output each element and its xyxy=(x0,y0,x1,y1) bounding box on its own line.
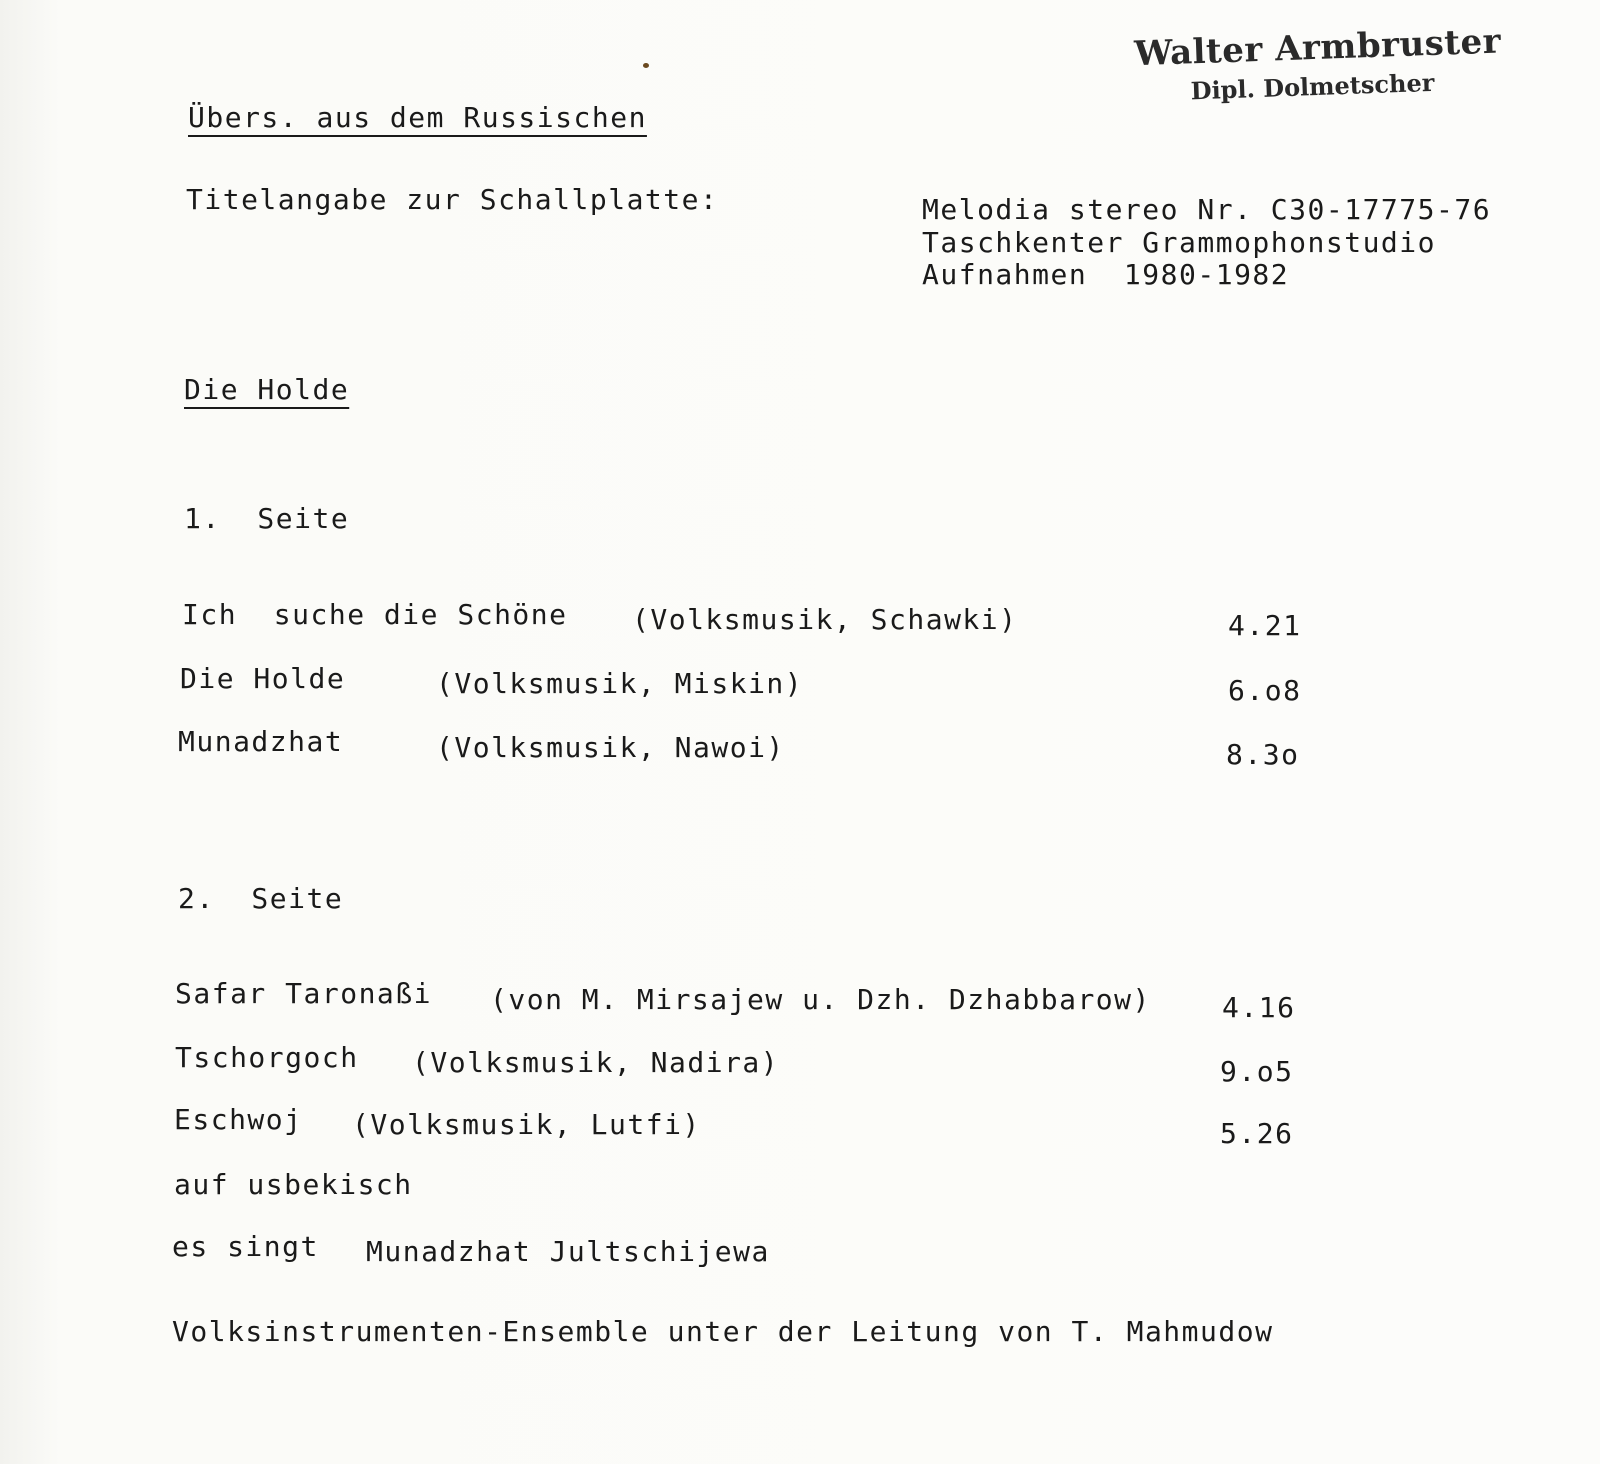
track-duration: 4.16 xyxy=(1222,991,1296,1024)
track-duration: 5.26 xyxy=(1220,1117,1294,1150)
record-info-line: Taschkenter Grammophonstudio xyxy=(922,226,1437,259)
track-info: (von M. Mirsajew u. Dzh. Dzhabbarow) xyxy=(490,983,1151,1016)
ink-speck xyxy=(643,63,649,68)
track-info: (Volksmusik, Nadira) xyxy=(412,1046,780,1079)
stamp-title: Dipl. Dolmetscher xyxy=(1190,67,1435,106)
track-title: Ich suche die Schöne xyxy=(182,598,568,631)
track-duration: 6.o8 xyxy=(1228,674,1302,707)
stamp-name: Walter Armbruster xyxy=(1133,21,1502,75)
track-info: (Volksmusik, Lutfi) xyxy=(352,1108,701,1141)
track-title: Safar Taronaßi xyxy=(175,977,433,1010)
track-title: Munadzhat xyxy=(178,725,344,758)
translator-stamp xyxy=(1133,21,1502,115)
side-2-label: 2. Seite xyxy=(178,882,344,915)
track-duration: 4.21 xyxy=(1228,609,1302,642)
language-note: auf usbekisch xyxy=(174,1168,413,1201)
side-1-label: 1. Seite xyxy=(184,502,350,535)
track-info: (Volksmusik, Miskin) xyxy=(436,667,804,700)
record-info-line: Aufnahmen 1980-1982 xyxy=(922,258,1290,291)
ensemble-credit: Volksinstrumenten-Ensemble unter der Leitung von T. Mahmudow xyxy=(172,1315,1274,1348)
track-info: (Volksmusik, Schawki) xyxy=(632,603,1018,636)
track-duration: 9.o5 xyxy=(1220,1055,1294,1088)
track-info: (Volksmusik, Nawoi) xyxy=(436,731,785,764)
singer-name: Munadzhat Jultschijewa xyxy=(366,1235,770,1268)
record-label: Titelangabe zur Schallplatte: xyxy=(186,183,719,216)
track-duration: 8.3o xyxy=(1226,738,1300,771)
track-title: Tschorgoch xyxy=(175,1041,359,1074)
track-title: Eschwoj xyxy=(174,1103,303,1136)
album-title: Die Holde xyxy=(184,373,350,406)
singer-label: es singt xyxy=(172,1230,319,1263)
record-info-line: Melodia stereo Nr. C30-17775-76 xyxy=(922,193,1492,226)
track-title: Die Holde xyxy=(180,662,346,695)
translation-note: Übers. aus dem Russischen xyxy=(188,101,647,134)
